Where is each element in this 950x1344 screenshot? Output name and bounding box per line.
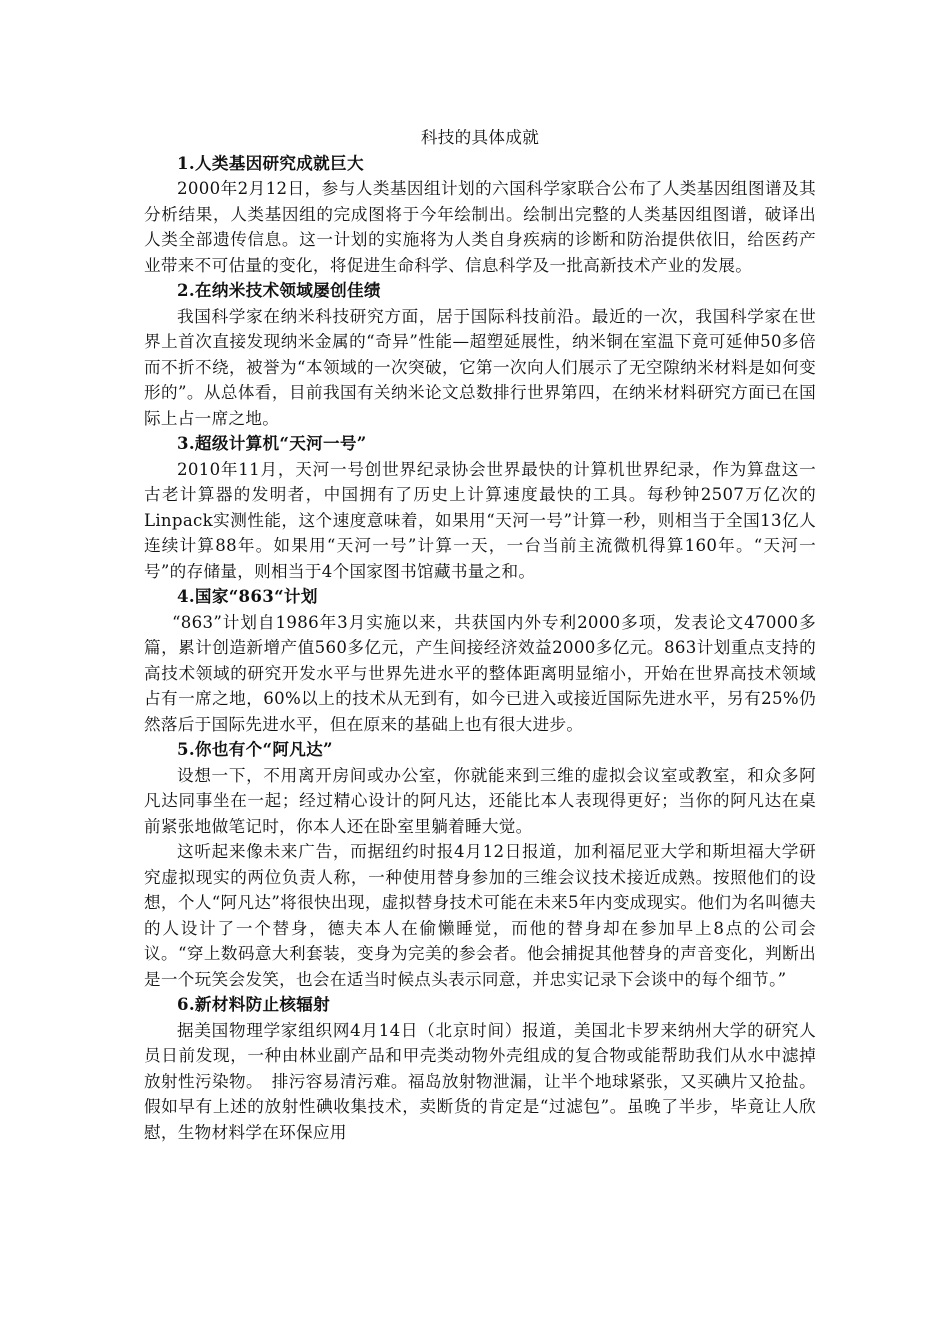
section-paragraph: 据美国物理学家组织网4月14日（北京时间）报道，美国北卡罗来纳州大学的研究人员日前发现，一种由林业副产品和甲壳类动物外壳组成的复合物或能帮助我们从水中滤掉放射性污染物。 排污容易清污难。福岛放射物泄漏，让半个地球紧张，又买碘片又抢盐。假如早有上述的放射性碘收集技术，卖断货的肯定是“过滤包”。虽晚了半步，毕竟让人欣慰，生物材料学在环保应用: [144, 1020, 816, 1142]
section-paragraph: 我国科学家在纳米科技研究方面，居于国际科技前沿。最近的一次，我国科学家在世界上首次直接发现纳米金属的“奇异”性能—超塑延展性，纳米铜在室温下竟可延伸50多倍而不折不绕，被誉为“本领域的一次突破，它第一次向人们展示了无空隙纳米材料是如何变形的”。从总体看，目前我国有关纳米论文总数排行世界第四，在纳米材料研究方面已在国际上占一席之地。: [144, 306, 816, 428]
section-paragraph: 这听起来像未来广告，而据纽约时报4月12日报道，加利福尼亚大学和斯坦福大学研究虚拟现实的两位负责人称，一种使用替身参加的三维会议技术接近成熟。按照他们的设想，个人“阿凡达”将很快出现，虚拟替身技术可能在未来5年内变成现实。他们为名叫德夫的人设计了一个替身，德夫本人在偷懒睡觉，而他的替身却在参加早上8点的公司会议。“穿上数码意大利套装，变身为完美的参会者。他会捕捉其他替身的声音变化，判断出是一个玩笑会发笑，也会在适当时候点头表示同意，并忠实记录下会谈中的每个细节。”: [144, 842, 816, 989]
section-heading: 5.你也有个“阿凡达”: [177, 739, 333, 759]
section-paragraph: 2010年11月，天河一号创世界纪录协会世界最快的计算机世界纪录，作为算盘这一古老计算器的发明者，中国拥有了历史上计算速度最快的工具。每秒钟2507万亿次的Linpack实测性能，这个速度意味着，如果用“天河一号”计算一秒，则相当于全国13亿人连续计算88年。如果用“天河一号”计算一天，一台当前主流微机得算160年。“天河一号”的存储量，则相当于4个国家图书馆藏书量之和。: [144, 459, 816, 581]
section-paragraph: 设想一下，不用离开房间或办公室，你就能来到三维的虚拟会议室或教室，和众多阿凡达同事坐在一起；经过精心设计的阿凡达，还能比本人表现得更好；当你的阿凡达在桌前紧张地做笔记时，你本人还在卧室里躺着睡大觉。: [144, 765, 816, 836]
document-title: 科技的具体成就: [420, 128, 540, 147]
section-paragraph: 2000年2月12日，参与人类基因组计划的六国科学家联合公布了人类基因组图谱及其分析结果，人类基因组的完成图将于今年绘制出。绘制出完整的人类基因组图谱，破译出人类全部遗传信息。这一计划的实施将为人类自身疾病的诊断和防治提供依旧，给医药产业带来不可估量的变化，将促进生命科学、信息科学及一批高新技术产业的发展。: [144, 179, 816, 275]
section-heading: 6.新材料防止核辐射: [177, 994, 331, 1014]
section-heading: 4.国家“863“计划: [177, 586, 318, 606]
section-heading: 1.人类基因研究成就巨大: [177, 152, 364, 173]
document-body: [144, 122, 816, 1145]
section-paragraph: “863”计划自1986年3月实施以来，共获国内外专利2000多项，发表论文47000多篇，累计创造新增产值560多亿元，产生间接经济效益2000多亿元。863计划重点支持的高技术领域的研究开发水平与世界先进水平的整体距离明显缩小，开始在世界高技术领域占有一席之地，60%以上的技术从无到有，如今已进入或接近国际先进水平，另有25%仍然落后于国际先进水平，但在原来的基础上也有很大进步。: [144, 612, 816, 734]
section-heading: 3.超级计算机“天河一号”: [177, 433, 367, 453]
section-heading: 2.在纳米技术领域屡创佳绩: [177, 280, 381, 300]
